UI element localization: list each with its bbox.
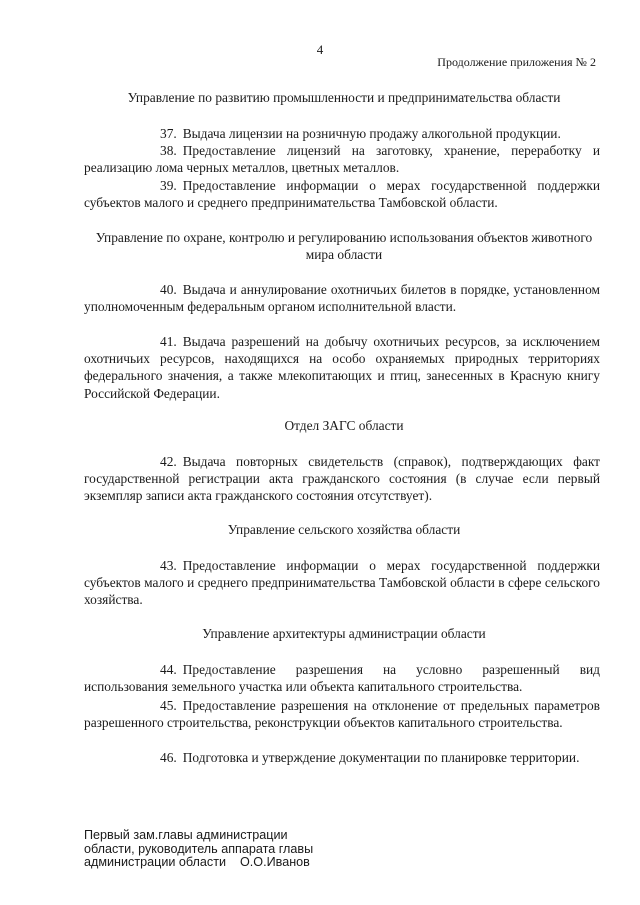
page-number: 4 bbox=[316, 42, 324, 57]
item-number: 41. bbox=[160, 334, 177, 349]
section-heading: Управление сельского хозяйства области bbox=[227, 522, 461, 537]
item-number: 43. bbox=[160, 558, 177, 573]
item-number: 46. bbox=[160, 750, 177, 765]
signature-title-line: администрации области bbox=[84, 855, 226, 870]
list-item bbox=[84, 281, 600, 315]
signature-block bbox=[84, 829, 313, 870]
item-text: Выдача повторных свидетельств (справок), подтверждающих факт государственной регистрации акта гражданского состояния (в случае если первый экземпляр записи акта гражданского состояния отсутствует). bbox=[84, 454, 600, 504]
item-number: 40. bbox=[160, 282, 177, 297]
item-text: Подготовка и утверждение документации по планировке территории. bbox=[182, 750, 580, 765]
item-number: 39. bbox=[160, 178, 177, 193]
item-text: Предоставление лицензий на заготовку, хранение, переработку и реализацию лома черных металлов, цветных металлов. bbox=[84, 143, 600, 176]
list-item bbox=[84, 557, 600, 609]
list-item bbox=[84, 125, 600, 142]
item-number: 45. bbox=[160, 698, 177, 713]
list-item bbox=[84, 749, 600, 766]
item-text: Выдача разрешений на добычу охотничьих ресурсов, за исключением охотничьих ресурсов, находящихся на особо охраняемых природных территориях федерального значения, а также млекопитающих и птиц, занесенных в Красную книгу Российской Федерации. bbox=[84, 334, 600, 401]
item-number: 42. bbox=[160, 454, 177, 469]
continuation-note: Продолжение приложения № 2 bbox=[437, 55, 596, 69]
section-heading: Управление по охране, контролю и регулированию использования объектов животного мира области bbox=[95, 230, 593, 262]
item-number: 44. bbox=[160, 662, 177, 677]
list-item bbox=[84, 697, 600, 731]
item-text: Выдача и аннулирование охотничьих билетов в порядке, установленном уполномоченным федеральным органом исполнительной власти. bbox=[84, 282, 600, 315]
item-text: Предоставление разрешения на отклонение от предельных параметров разрешенного строительства, реконструкции объектов капитального строительства. bbox=[84, 698, 600, 731]
list-item bbox=[84, 177, 600, 211]
signature-title-line: Первый зам.главы администрации bbox=[84, 828, 288, 842]
item-text: Предоставление информации о мерах государственной поддержки субъектов малого и среднего предпринимательства Тамбовской области. bbox=[84, 178, 600, 211]
section-heading: Управление по развитию промышленности и предпринимательства области bbox=[127, 90, 561, 105]
signatory-name: О.О.Иванов bbox=[240, 855, 310, 870]
list-item bbox=[84, 142, 600, 176]
item-text: Выдача лицензии на розничную продажу алкогольной продукции. bbox=[182, 126, 561, 141]
list-item bbox=[84, 333, 600, 402]
signature-title-line: области, руководитель аппарата главы bbox=[84, 841, 314, 856]
item-number: 37. bbox=[160, 126, 177, 141]
section-heading: Отдел ЗАГС области bbox=[284, 418, 404, 433]
item-text: Предоставление разрешения на условно разрешенный вид использования земельного участка или объекта капитального строительства. bbox=[84, 662, 600, 695]
list-item bbox=[84, 453, 600, 505]
section-heading: Управление архитектуры администрации области bbox=[202, 626, 486, 641]
item-text: Предоставление информации о мерах государственной поддержки субъектов малого и среднего предпринимательства Тамбовской области в сфере сельского хозяйства. bbox=[84, 558, 600, 608]
list-item bbox=[84, 661, 600, 695]
item-number: 38. bbox=[160, 143, 177, 158]
